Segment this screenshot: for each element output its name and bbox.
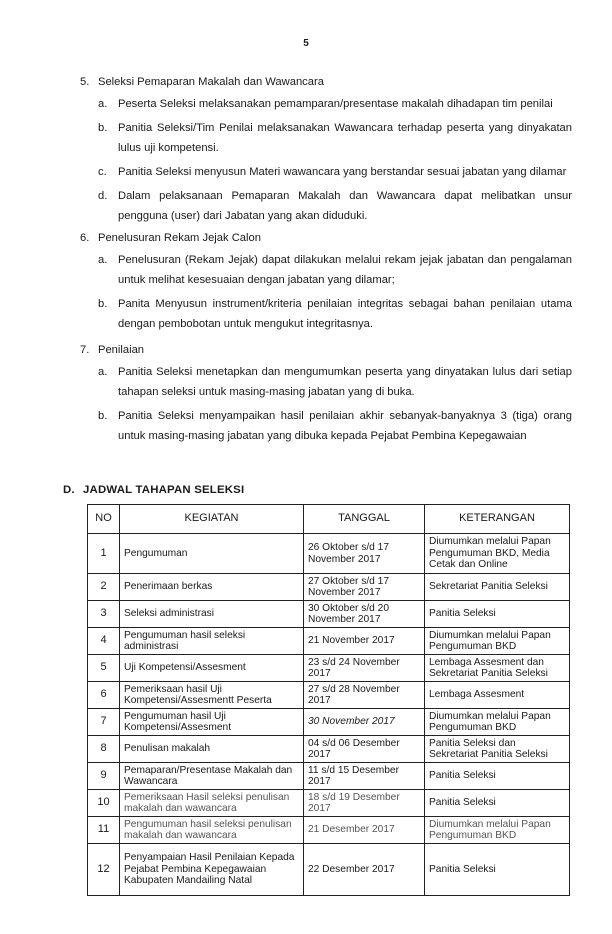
list-item [80, 118, 572, 158]
list-item [80, 250, 572, 290]
cell-kegiatan: Pengumuman hasil Uji Kompetensi/Assesment [120, 709, 304, 736]
schedule-table [87, 504, 570, 896]
cell-keterangan: Diumumkan melalui Papan Pengumuman BKD, Media Cetak dan Online [425, 534, 570, 574]
cell-no: 6 [88, 682, 120, 709]
cell-no: 3 [88, 601, 120, 628]
item-text: Peserta Seleksi melaksanakan pemamparan/presentase makalah dihadapan tim penilai [118, 98, 553, 110]
section-6 [80, 228, 572, 248]
cell-tanggal: 21 Desember 2017 [304, 817, 425, 844]
heading-title: JADWAL TAHAPAN SELEKSI [83, 484, 245, 496]
table-row [88, 534, 570, 574]
table-header-row [88, 505, 570, 534]
section-5 [80, 72, 572, 92]
cell-tanggal: 11 s/d 15 Desember 2017 [304, 763, 425, 790]
item-text: Panita Menyusun instrument/kriteria penilaian integritas sebagai bahan penilaian utama dengan pembobotan untuk mengukut integritasnya. [118, 298, 572, 330]
cell-keterangan: Lembaga Assesment dan Sekretariat Panitia Seleksi [425, 655, 570, 682]
column-header-no: NO [88, 505, 120, 534]
item-text: Panitia Seleksi/Tim Penilai melaksanakan Wawancara terhadap peserta yang dinyakatan lulus uji kompetensi. [118, 122, 572, 154]
cell-kegiatan: Seleksi administrasi [120, 601, 304, 628]
cell-kegiatan: Pengumuman hasil seleksi administrasi [120, 628, 304, 655]
table-row [88, 655, 570, 682]
list-item [80, 406, 572, 446]
list-item [80, 94, 572, 114]
cell-tanggal: 30 November 2017 [304, 709, 425, 736]
cell-tanggal: 27 Oktober s/d 17 November 2017 [304, 574, 425, 601]
table-row [88, 574, 570, 601]
table-row [88, 709, 570, 736]
item-text: Dalam pelaksanaan Pemaparan Makalah dan Wawancara dapat melibatkan unsur pengguna (user) dari Jabatan yang akan diduduki. [118, 190, 572, 222]
list-item [80, 162, 572, 182]
item-label: b. [98, 298, 108, 310]
cell-no: 10 [88, 790, 120, 817]
cell-kegiatan: Pengumuman [120, 534, 304, 574]
table-row [88, 601, 570, 628]
cell-kegiatan: Uji Kompetensi/Assesment [120, 655, 304, 682]
column-header-tanggal: TANGGAL [304, 505, 425, 534]
section-title: Seleksi Pemaparan Makalah dan Wawancara [98, 76, 324, 88]
section-title: Penelusuran Rekam Jejak Calon [98, 232, 261, 244]
cell-kegiatan: Penyampaian Hasil Penilaian Kepada Pejabat Pembina Kepegawaian Kabupaten Mandailing Natal [120, 844, 304, 896]
schedule-heading [63, 484, 244, 496]
item-label: a. [98, 366, 108, 378]
cell-kegiatan: Pemaparan/Presentase Makalah dan Wawancara [120, 763, 304, 790]
cell-kegiatan: Pemeriksaan hasil Uji Kompetensi/Assesmentt Peserta [120, 682, 304, 709]
list-item [80, 294, 572, 334]
cell-keterangan: Lembaga Assesment [425, 682, 570, 709]
cell-keterangan: Panitia Seleksi [425, 844, 570, 896]
list-item [80, 186, 572, 226]
table-row [88, 736, 570, 763]
cell-tanggal: 22 Desember 2017 [304, 844, 425, 896]
column-header-kegiatan: KEGIATAN [120, 505, 304, 534]
table-row [88, 682, 570, 709]
item-text: Panitia Seleksi menyusun Materi wawancara yang berstandar sesuai jabatan yang dilamar [118, 166, 567, 178]
table-row [88, 628, 570, 655]
cell-no: 11 [88, 817, 120, 844]
cell-kegiatan: Pengumuman hasil seleksi penulisan makalah dan wawancara [120, 817, 304, 844]
section-7 [80, 340, 572, 360]
cell-tanggal: 23 s/d 24 November 2017 [304, 655, 425, 682]
item-label: b. [98, 122, 108, 134]
cell-no: 1 [88, 534, 120, 574]
cell-kegiatan: Pemeriksaan Hasil seleksi penulisan makalah dan wawancara [120, 790, 304, 817]
cell-no: 9 [88, 763, 120, 790]
item-text: Penelusuran (Rekam Jejak) dapat dilakukan melalui rekam jejak jabatan dan pengalaman untuk melihat kesesuaian dengan jabatan yang dilamar; [118, 254, 572, 286]
cell-keterangan: Diumumkan melalui Papan Pengumuman BKD [425, 817, 570, 844]
cell-keterangan: Sekretariat Panitia Seleksi [425, 574, 570, 601]
cell-tanggal: 04 s/d 06 Desember 2017 [304, 736, 425, 763]
cell-tanggal: 27 s/d 28 November 2017 [304, 682, 425, 709]
cell-keterangan: Diumumkan melalui Papan Pengumuman BKD [425, 709, 570, 736]
table-row [88, 817, 570, 844]
cell-no: 2 [88, 574, 120, 601]
cell-keterangan: Panitia Seleksi [425, 763, 570, 790]
heading-letter: D. [63, 484, 75, 496]
item-label: a. [98, 254, 108, 266]
cell-kegiatan: Penerimaan berkas [120, 574, 304, 601]
column-header-keterangan: KETERANGAN [425, 505, 570, 534]
cell-no: 4 [88, 628, 120, 655]
cell-tanggal: 18 s/d 19 Desember 2017 [304, 790, 425, 817]
cell-no: 5 [88, 655, 120, 682]
cell-keterangan: Panitia Seleksi dan Sekretariat Panitia Seleksi [425, 736, 570, 763]
page-number: 5 [303, 38, 309, 49]
item-text: Panitia Seleksi menetapkan dan mengumumkan peserta yang dinyatakan lulus dari setiap tahapan seleksi untuk masing-masing jabatan yang di buka. [118, 366, 572, 398]
section-number: 5. [80, 76, 90, 88]
item-label: b. [98, 410, 108, 422]
cell-no: 7 [88, 709, 120, 736]
document-body [80, 72, 572, 446]
section-number: 7. [80, 344, 90, 356]
item-label: c. [98, 166, 107, 178]
cell-no: 12 [88, 844, 120, 896]
section-number: 6. [80, 232, 90, 244]
cell-tanggal: 30 Oktober s/d 20 November 2017 [304, 601, 425, 628]
list-item [80, 362, 572, 402]
cell-kegiatan: Penulisan makalah [120, 736, 304, 763]
cell-no: 8 [88, 736, 120, 763]
item-label: a. [98, 98, 108, 110]
section-title: Penilaian [98, 344, 145, 356]
cell-keterangan: Panitia Seleksi [425, 601, 570, 628]
item-text: Panitia Seleksi menyampaikan hasil penilaian akhir sebanyak-banyaknya 3 (tiga) orang untuk masing-masing jabatan yang dibuka kepada Pejabat Pembina Kepegawaian [118, 410, 572, 442]
cell-keterangan: Panitia Seleksi [425, 790, 570, 817]
cell-tanggal: 21 November 2017 [304, 628, 425, 655]
table-row [88, 844, 570, 896]
table-row [88, 763, 570, 790]
cell-tanggal: 26 Oktober s/d 17 November 2017 [304, 534, 425, 574]
cell-keterangan: Diumumkan melalui Papan Pengumuman BKD [425, 628, 570, 655]
item-label: d. [98, 190, 108, 202]
table-row [88, 790, 570, 817]
